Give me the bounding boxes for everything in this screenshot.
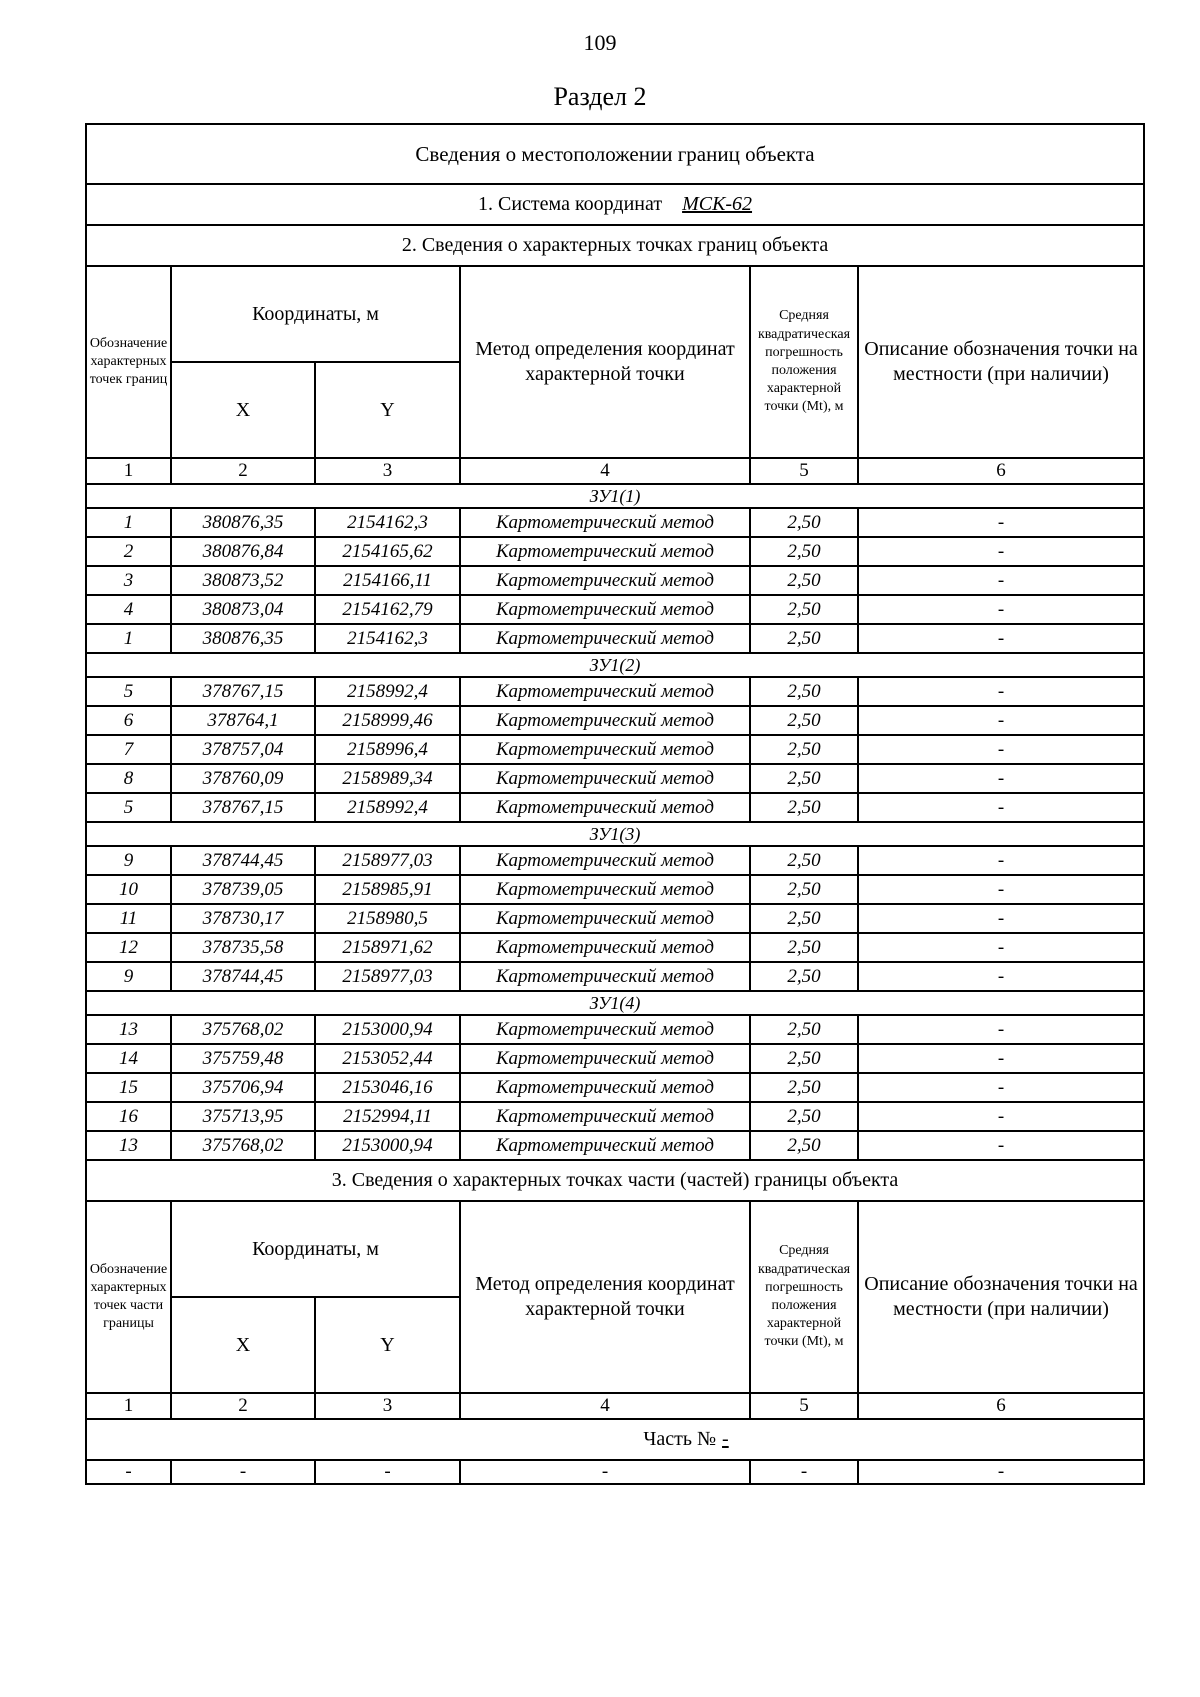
- point-number: 13: [86, 1131, 171, 1160]
- coord-x: 378744,45: [171, 846, 315, 875]
- method: Картометрический метод: [460, 1015, 750, 1044]
- method: Картометрический метод: [460, 706, 750, 735]
- method: Картометрический метод: [460, 677, 750, 706]
- point-number: 10: [86, 875, 171, 904]
- description: -: [858, 962, 1144, 991]
- column-number: 6: [858, 458, 1144, 484]
- accuracy: 2,50: [750, 764, 858, 793]
- coord-y: 2158980,5: [315, 904, 460, 933]
- column-number: 4: [460, 458, 750, 484]
- page-number: 109: [583, 30, 617, 55]
- coord-y: 2158992,4: [315, 793, 460, 822]
- part-cell-value: -: [460, 1460, 750, 1484]
- method: Картометрический метод: [460, 904, 750, 933]
- method: Картометрический метод: [460, 624, 750, 653]
- table-title: Сведения о местоположении границ объекта: [86, 124, 1144, 184]
- coord-y: 2158977,03: [315, 846, 460, 875]
- group-name: ЗУ1(3): [86, 822, 1144, 846]
- description: -: [858, 846, 1144, 875]
- header-description: Описание обозначения точки на местности (при наличии): [858, 1201, 1144, 1393]
- description: -: [858, 764, 1144, 793]
- column-number-row: [86, 1393, 1144, 1419]
- coord-x: 378767,15: [171, 677, 315, 706]
- part-label: Часть №: [643, 1428, 717, 1450]
- group-row: [86, 484, 1144, 508]
- coord-y: 2158989,34: [315, 764, 460, 793]
- header-description: Описание обозначения точки на местности (при наличии): [858, 266, 1144, 458]
- table-row: [86, 962, 1144, 991]
- column-number: 6: [858, 1393, 1144, 1419]
- point-number: 14: [86, 1044, 171, 1073]
- coord-y: 2158977,03: [315, 962, 460, 991]
- section3-header-row: [86, 1201, 1144, 1297]
- coord-system-value: МСК-62: [682, 193, 753, 215]
- section-title: Раздел 2: [553, 82, 647, 111]
- column-number: 5: [750, 458, 858, 484]
- coord-y: 2158999,46: [315, 706, 460, 735]
- coord-x: 378760,09: [171, 764, 315, 793]
- method: Картометрический метод: [460, 875, 750, 904]
- accuracy: 2,50: [750, 962, 858, 991]
- header-point-designation: Обозначение характерных точек границ: [86, 266, 171, 458]
- point-number: 3: [86, 566, 171, 595]
- header-coordinates: Координаты, м: [171, 266, 460, 362]
- point-number: 9: [86, 846, 171, 875]
- coord-x: 375706,94: [171, 1073, 315, 1102]
- method: Картометрический метод: [460, 1102, 750, 1131]
- description: -: [858, 677, 1144, 706]
- accuracy: 2,50: [750, 595, 858, 624]
- header-coordinates: Координаты, м: [171, 1201, 460, 1297]
- table-row: [86, 764, 1144, 793]
- point-number: 6: [86, 706, 171, 735]
- description: -: [858, 595, 1144, 624]
- coord-y: 2153000,94: [315, 1131, 460, 1160]
- coord-y: 2153046,16: [315, 1073, 460, 1102]
- header-x: X: [171, 1297, 315, 1393]
- description: -: [858, 875, 1144, 904]
- column-number: 1: [86, 1393, 171, 1419]
- table-row: [86, 904, 1144, 933]
- part-cell: [86, 1419, 1144, 1460]
- coord-system-label: 1. Система координат: [478, 193, 663, 215]
- accuracy: 2,50: [750, 566, 858, 595]
- method: Картометрический метод: [460, 793, 750, 822]
- coord-x: 375759,48: [171, 1044, 315, 1073]
- description: -: [858, 508, 1144, 537]
- accuracy: 2,50: [750, 677, 858, 706]
- coord-system-line: [86, 184, 1144, 225]
- method: Картометрический метод: [460, 1073, 750, 1102]
- column-number: 4: [460, 1393, 750, 1419]
- method: Картометрический метод: [460, 1131, 750, 1160]
- table-row: [86, 846, 1144, 875]
- point-number: 1: [86, 508, 171, 537]
- method: Картометрический метод: [460, 595, 750, 624]
- accuracy: 2,50: [750, 735, 858, 764]
- section3-title: 3. Сведения о характерных точках части (частей) границы объекта: [86, 1160, 1144, 1201]
- section3-row: [86, 1160, 1144, 1201]
- header-part-point-designation: Обозначение характерных точек части границы: [86, 1201, 171, 1393]
- header-y: Y: [315, 362, 460, 458]
- coord-x: 378767,15: [171, 793, 315, 822]
- point-number: 1: [86, 624, 171, 653]
- part-cell-value: -: [86, 1460, 171, 1484]
- point-number: 15: [86, 1073, 171, 1102]
- coord-x: 375768,02: [171, 1015, 315, 1044]
- column-number: 3: [315, 458, 460, 484]
- table-row: [86, 1044, 1144, 1073]
- part-row: [86, 1419, 1144, 1460]
- coord-x: 380873,52: [171, 566, 315, 595]
- table-row: [86, 735, 1144, 764]
- method: Картометрический метод: [460, 764, 750, 793]
- coord-x: 380876,35: [171, 624, 315, 653]
- group-row: [86, 653, 1144, 677]
- description: -: [858, 566, 1144, 595]
- table-row: [86, 1131, 1144, 1160]
- table-row: [86, 624, 1144, 653]
- group-name: ЗУ1(4): [86, 991, 1144, 1015]
- coord-y: 2154162,79: [315, 595, 460, 624]
- point-number: 16: [86, 1102, 171, 1131]
- description: -: [858, 706, 1144, 735]
- point-number: 9: [86, 962, 171, 991]
- method: Картометрический метод: [460, 508, 750, 537]
- coord-y: 2158985,91: [315, 875, 460, 904]
- accuracy: 2,50: [750, 1044, 858, 1073]
- coord-y: 2154162,3: [315, 624, 460, 653]
- table-row: [86, 1460, 1144, 1484]
- coord-x: 378744,45: [171, 962, 315, 991]
- part-cell-value: -: [315, 1460, 460, 1484]
- table-row: [86, 875, 1144, 904]
- table-row: [86, 706, 1144, 735]
- header-method: Метод определения координат характерной точки: [460, 266, 750, 458]
- point-number: 5: [86, 793, 171, 822]
- table-row: [86, 933, 1144, 962]
- point-number: 5: [86, 677, 171, 706]
- table-row: [86, 566, 1144, 595]
- description: -: [858, 1044, 1144, 1073]
- point-number: 4: [86, 595, 171, 624]
- accuracy: 2,50: [750, 793, 858, 822]
- column-number: 3: [315, 1393, 460, 1419]
- method: Картометрический метод: [460, 537, 750, 566]
- coord-y: 2158992,4: [315, 677, 460, 706]
- method: Картометрический метод: [460, 1044, 750, 1073]
- description: -: [858, 1102, 1144, 1131]
- method: Картометрический метод: [460, 962, 750, 991]
- table-row: [86, 1015, 1144, 1044]
- accuracy: 2,50: [750, 1102, 858, 1131]
- part-cell-value: -: [858, 1460, 1144, 1484]
- accuracy: 2,50: [750, 933, 858, 962]
- accuracy: 2,50: [750, 875, 858, 904]
- part-value: -: [722, 1428, 729, 1450]
- description: -: [858, 1073, 1144, 1102]
- table-row: [86, 677, 1144, 706]
- coord-y: 2153000,94: [315, 1015, 460, 1044]
- coord-x: 380873,04: [171, 595, 315, 624]
- method: Картометрический метод: [460, 933, 750, 962]
- group-row: [86, 991, 1144, 1015]
- table-row: [86, 508, 1144, 537]
- part-cell-value: -: [750, 1460, 858, 1484]
- section2-title: 2. Сведения о характерных точках границ объекта: [86, 225, 1144, 266]
- accuracy: 2,50: [750, 624, 858, 653]
- coord-y: 2152994,11: [315, 1102, 460, 1131]
- coord-y: 2158971,62: [315, 933, 460, 962]
- point-number: 12: [86, 933, 171, 962]
- point-number: 11: [86, 904, 171, 933]
- coord-y: 2154165,62: [315, 537, 460, 566]
- accuracy: 2,50: [750, 1131, 858, 1160]
- column-number: 2: [171, 458, 315, 484]
- column-number-row: [86, 458, 1144, 484]
- description: -: [858, 735, 1144, 764]
- coord-x: 375768,02: [171, 1131, 315, 1160]
- accuracy: 2,50: [750, 537, 858, 566]
- coord-y: 2154162,3: [315, 508, 460, 537]
- description: -: [858, 1131, 1144, 1160]
- accuracy: 2,50: [750, 904, 858, 933]
- coord-x: 375713,95: [171, 1102, 315, 1131]
- method: Картометрический метод: [460, 735, 750, 764]
- coord-y: 2153052,44: [315, 1044, 460, 1073]
- description: -: [858, 933, 1144, 962]
- coord-x: 378757,04: [171, 735, 315, 764]
- description: -: [858, 624, 1144, 653]
- method: Картометрический метод: [460, 566, 750, 595]
- table-row: [86, 1102, 1144, 1131]
- table-row: [86, 793, 1144, 822]
- coord-x: 378739,05: [171, 875, 315, 904]
- coord-x: 378764,1: [171, 706, 315, 735]
- accuracy: 2,50: [750, 706, 858, 735]
- table-row: [86, 1073, 1144, 1102]
- accuracy: 2,50: [750, 846, 858, 875]
- method: Картометрический метод: [460, 846, 750, 875]
- accuracy: 2,50: [750, 1015, 858, 1044]
- group-name: ЗУ1(2): [86, 653, 1144, 677]
- point-number: 8: [86, 764, 171, 793]
- part-cell-value: -: [171, 1460, 315, 1484]
- group-row: [86, 822, 1144, 846]
- coord-x: 380876,35: [171, 508, 315, 537]
- group-name: ЗУ1(1): [86, 484, 1144, 508]
- description: -: [858, 904, 1144, 933]
- point-number: 13: [86, 1015, 171, 1044]
- coord-y: 2158996,4: [315, 735, 460, 764]
- boundary-table: [85, 123, 1145, 1485]
- column-number: 5: [750, 1393, 858, 1419]
- header-accuracy: Средняя квадратическая погрешность положения характерной точки (Mt), м: [750, 266, 858, 458]
- coord-x: 378735,58: [171, 933, 315, 962]
- table-row: [86, 595, 1144, 624]
- accuracy: 2,50: [750, 1073, 858, 1102]
- header-accuracy: Средняя квадратическая погрешность положения характерной точки (Mt), м: [750, 1201, 858, 1393]
- accuracy: 2,50: [750, 508, 858, 537]
- coord-x: 378730,17: [171, 904, 315, 933]
- column-number: 1: [86, 458, 171, 484]
- header-method: Метод определения координат характерной точки: [460, 1201, 750, 1393]
- point-number: 7: [86, 735, 171, 764]
- column-number: 2: [171, 1393, 315, 1419]
- table-row: [86, 537, 1144, 566]
- coord-y: 2154166,11: [315, 566, 460, 595]
- header-x: X: [171, 362, 315, 458]
- description: -: [858, 537, 1144, 566]
- coord-x: 380876,84: [171, 537, 315, 566]
- header-y: Y: [315, 1297, 460, 1393]
- description: -: [858, 793, 1144, 822]
- point-number: 2: [86, 537, 171, 566]
- description: -: [858, 1015, 1144, 1044]
